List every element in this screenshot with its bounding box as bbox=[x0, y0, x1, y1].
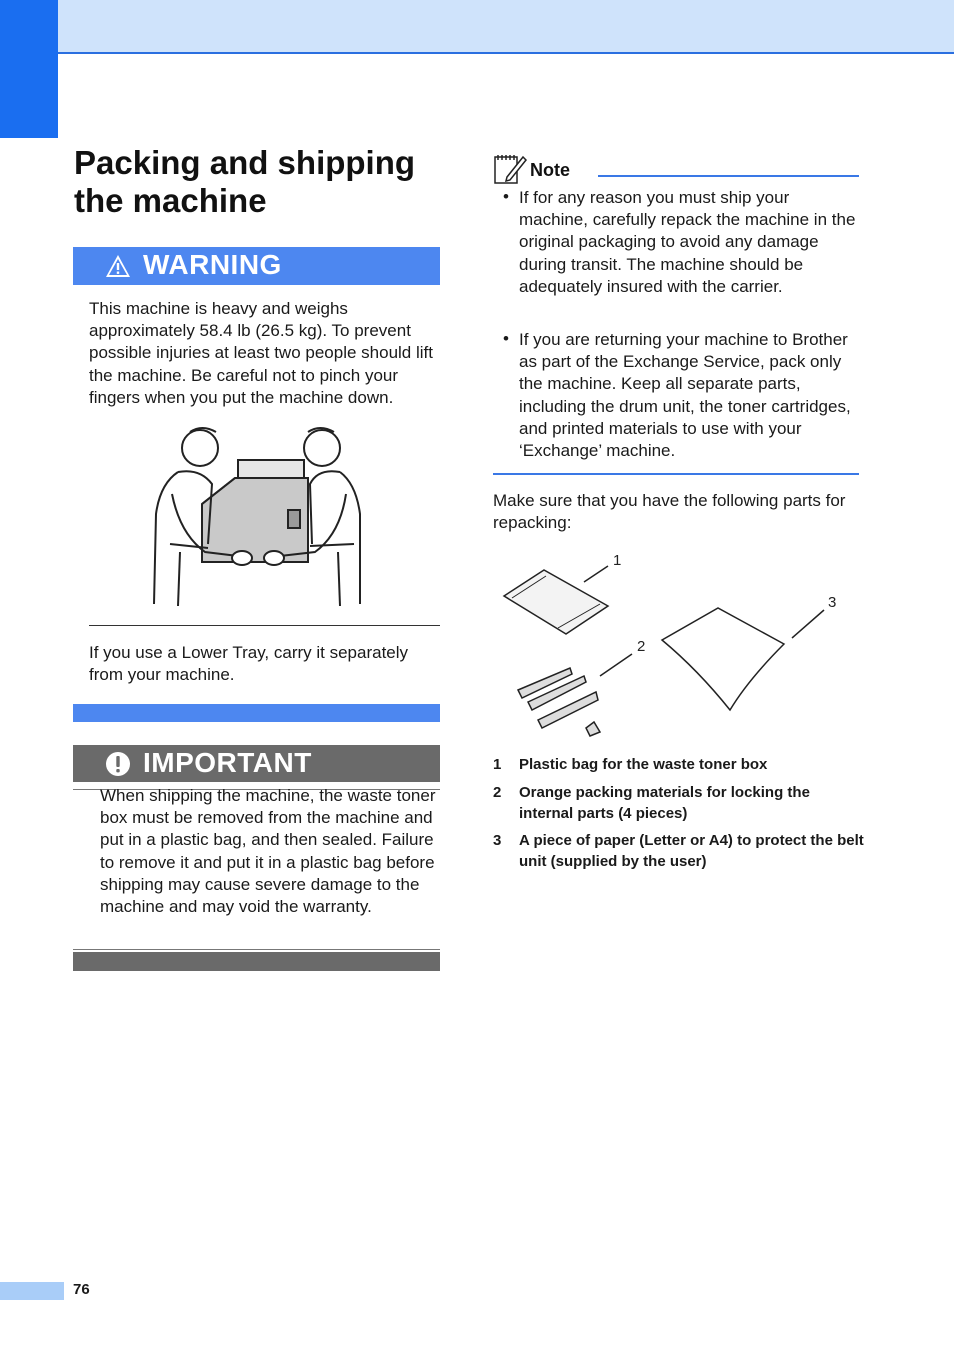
warning-text: This machine is heavy and weighs approximately 58.4 lb (26.5 kg). To prevent possible injuries at least two people should lift the machine. Be careful not to pinch your fingers when you put the machine down. bbox=[89, 299, 433, 407]
bullet: • bbox=[503, 187, 509, 206]
note-top-rule bbox=[598, 175, 859, 177]
note-pencil-icon bbox=[493, 153, 527, 185]
callout-2: 2 bbox=[637, 638, 646, 655]
note-label: Note bbox=[530, 160, 570, 180]
parts-item-number: 1 bbox=[493, 756, 502, 773]
warning-banner bbox=[73, 247, 440, 285]
warning-triangle-icon bbox=[105, 254, 131, 278]
note-item-text: If you are returning your machine to Brother as part of the Exchange Service, pack only the machine. Keep all separate parts, including the drum unit, the toner cartridges, and printed materials to use with your ‘Exchange’ machine. bbox=[519, 330, 851, 461]
page-number-tab bbox=[0, 1282, 64, 1300]
parts-item-number: 3 bbox=[493, 832, 502, 849]
bullet: • bbox=[503, 329, 509, 348]
chapter-tab bbox=[0, 0, 58, 138]
important-bottom-rule bbox=[73, 949, 440, 950]
page-number: 76 bbox=[73, 1281, 90, 1298]
parts-item-text: Orange packing materials for locking the internal parts (4 pieces) bbox=[519, 784, 810, 822]
parts-item-number: 2 bbox=[493, 784, 502, 801]
parts-illustration bbox=[498, 550, 843, 750]
header-band bbox=[58, 0, 954, 54]
callout-3: 3 bbox=[828, 594, 837, 611]
important-footer-bar bbox=[73, 952, 440, 971]
important-banner bbox=[73, 745, 440, 782]
parts-intro: Make sure that you have the following parts for repacking: bbox=[493, 491, 846, 533]
important-text: When shipping the machine, the waste toner box must be removed from the machine and put in a plastic bag, and then sealed. Failure to remove it and put it in a plastic bag before shipping may cause severe damage to the machine and may void the warranty. bbox=[100, 786, 436, 917]
note-item-text: If for any reason you must ship your machine, carefully repack the machine in the original packaging to avoid any damage during transit. The machine should be adequately insured with the carrier. bbox=[519, 188, 856, 296]
exclamation-circle-icon bbox=[105, 751, 131, 777]
parts-item-text: A piece of paper (Letter or A4) to protect the belt unit (supplied by the user) bbox=[519, 832, 864, 870]
note-bottom-rule bbox=[493, 473, 859, 475]
lower-tray-text: If you use a Lower Tray, carry it separately from your machine. bbox=[89, 643, 409, 685]
callout-1: 1 bbox=[613, 552, 622, 569]
warning-label: WARNING bbox=[143, 249, 282, 280]
section-divider bbox=[89, 625, 440, 626]
warning-footer-bar bbox=[73, 704, 440, 722]
note-list bbox=[493, 187, 859, 467]
important-label: IMPORTANT bbox=[143, 747, 312, 778]
parts-item-text: Plastic bag for the waste toner box bbox=[519, 756, 768, 773]
page-title: Packing and shipping the machine bbox=[74, 144, 416, 219]
carrying-machine-illustration bbox=[150, 424, 365, 609]
